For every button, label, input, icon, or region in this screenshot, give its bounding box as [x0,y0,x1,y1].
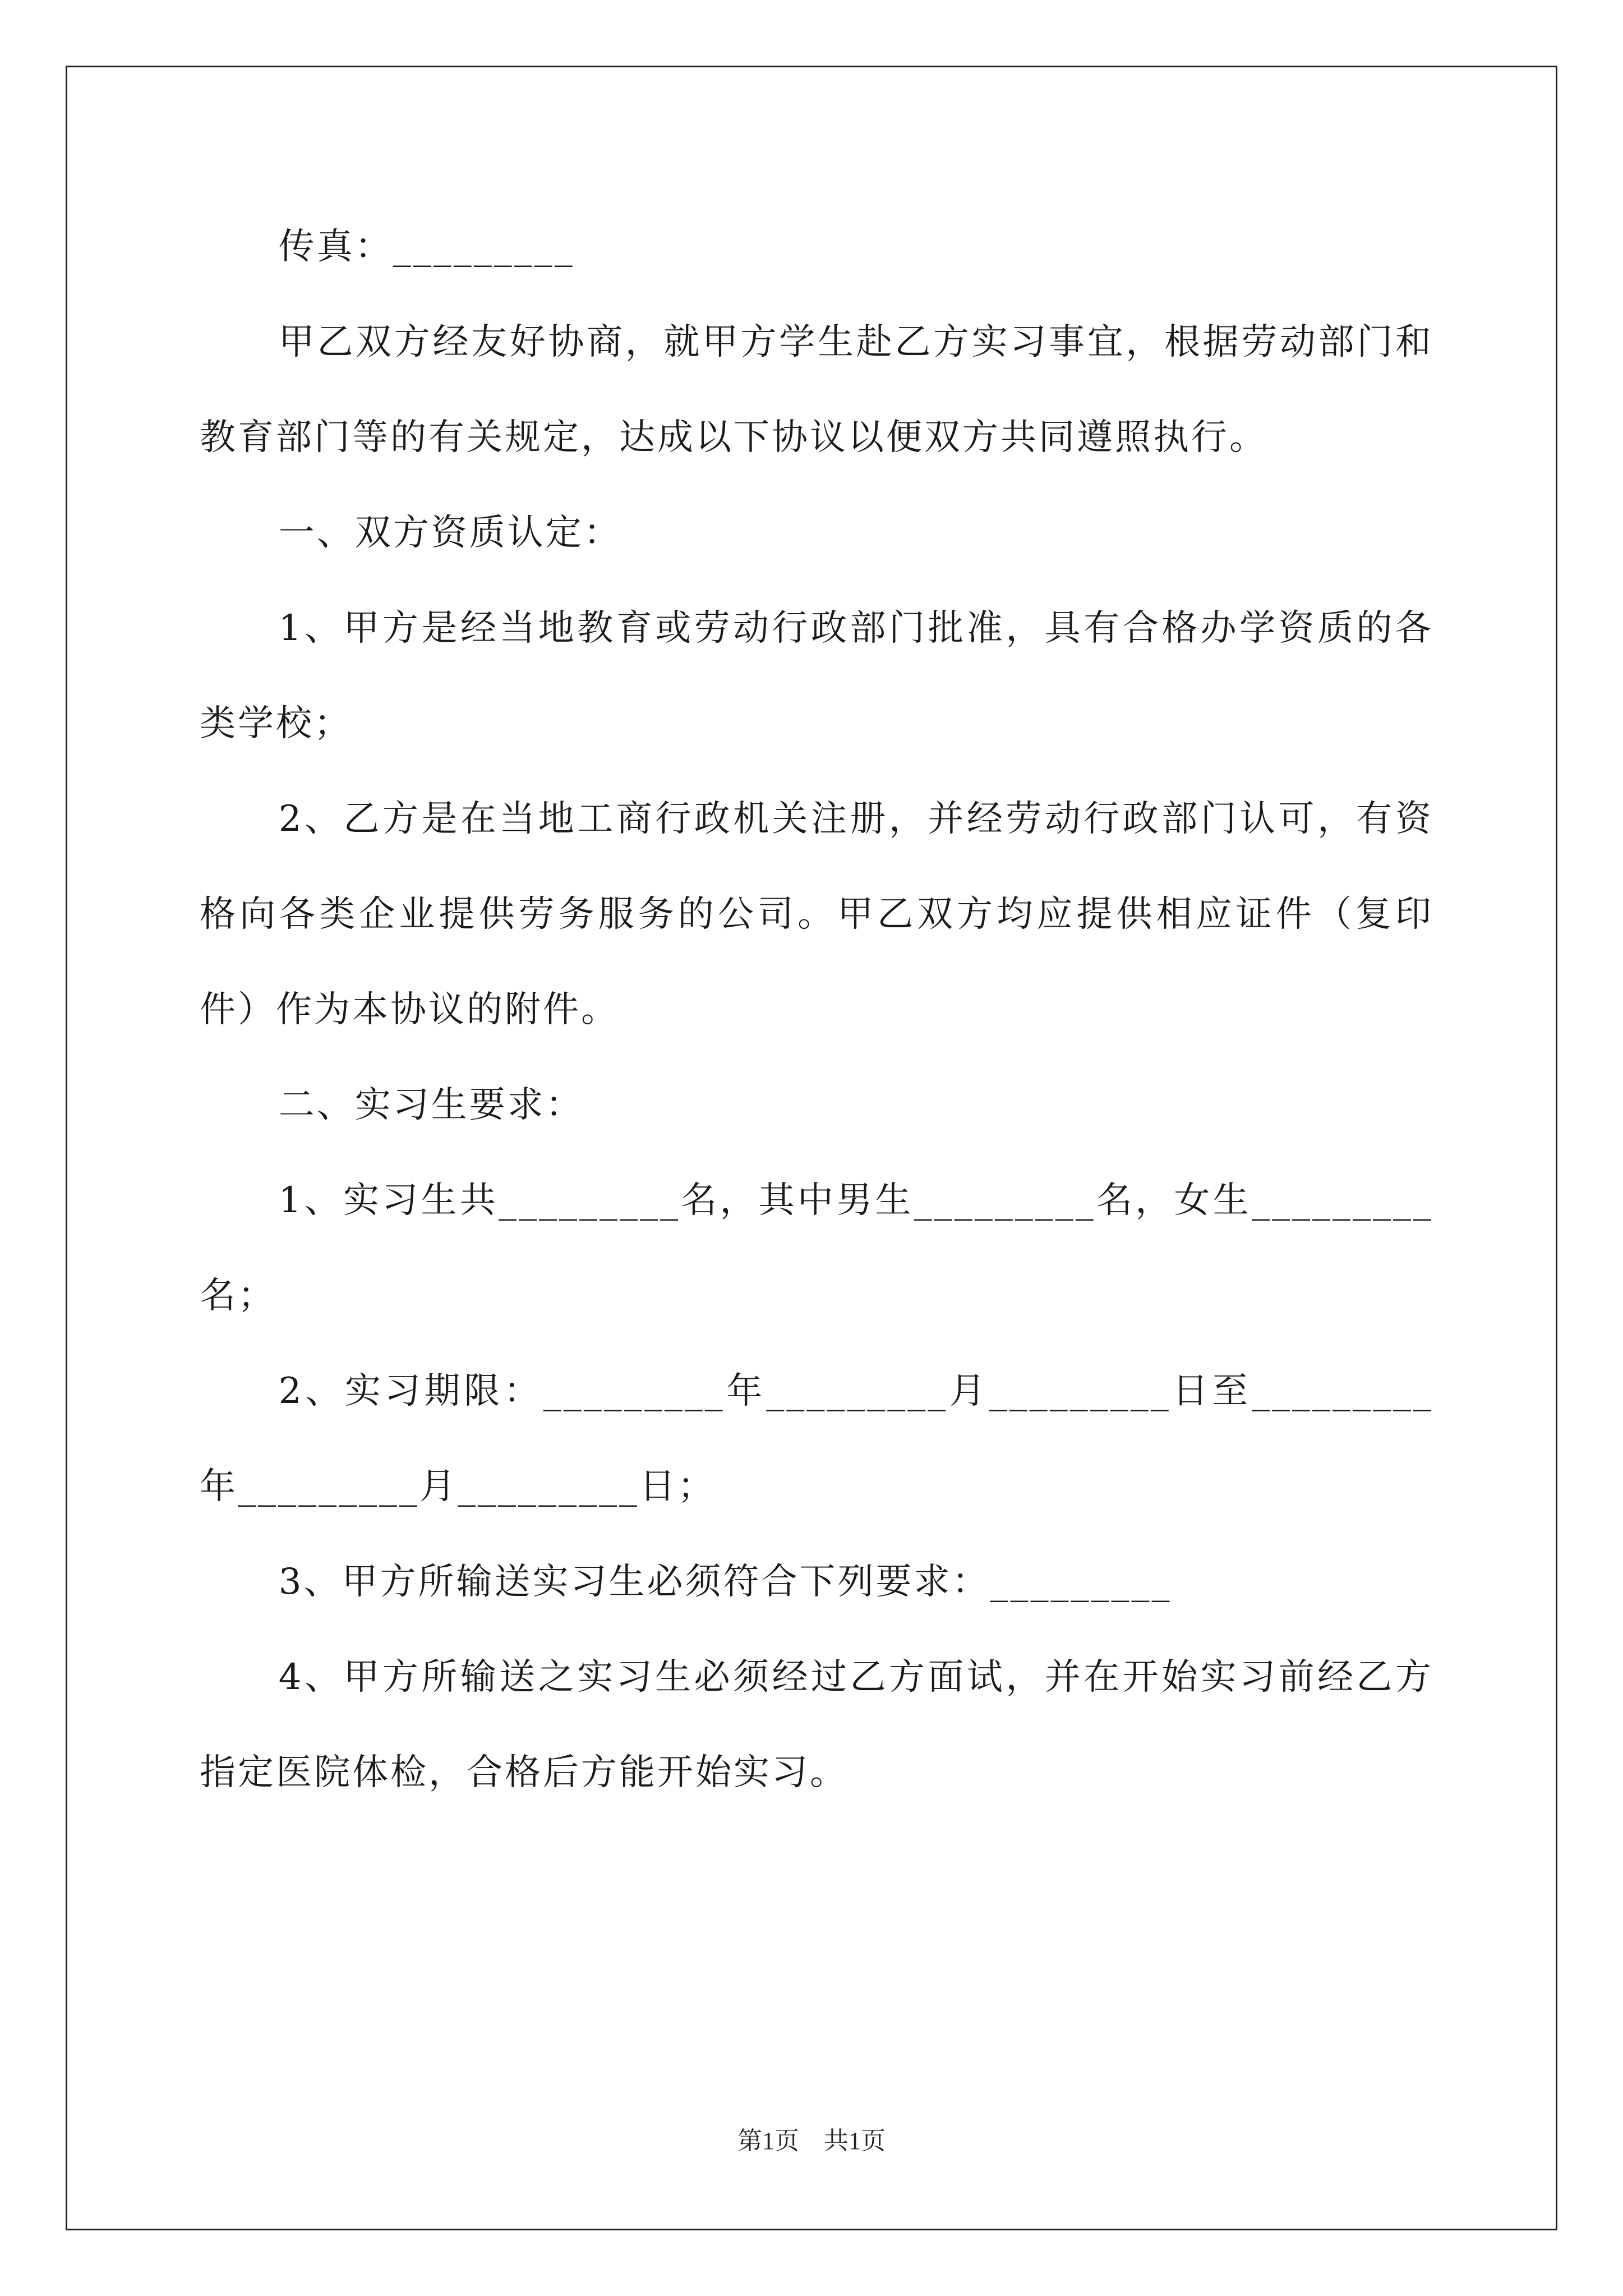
clause-intern-period: 2、实习期限：_________年_________月_________日至_________年_________月_________日； [200,1370,1433,1507]
document-body [200,199,1433,1820]
clause-party-b: 2、乙方是在当地工商行政机关注册，并经劳动行政部门认可，有资格向各类企业提供劳务服务的公司。甲乙双方均应提供相应证件（复印件）作为本协议的附件。 [200,798,1433,1030]
section-heading-intern-requirements: 二、实习生要求： [278,1084,584,1126]
clause-party-a: 1、甲方是经当地教育或劳动行政部门批准，具有合格办学资质的各类学校； [200,608,1433,744]
preamble-paragraph: 甲乙双方经友好协商，就甲方学生赴乙方实习事宜，根据劳动部门和教育部门等的有关规定，达成以下协议以便双方共同遵照执行。 [200,321,1433,458]
fax-line: 传真：_________ [278,226,575,268]
clause-intern-count: 1、实习生共_________名，其中男生_________名，女生_________名； [200,1180,1433,1317]
page-footer: 第1页 共1页 [737,2127,886,2155]
section-heading-qualifications: 一、双方资质认定： [278,512,622,554]
clause-interview-and-checkup: 4、甲方所输送之实习生必须经过乙方面试，并在开始实习前经乙方指定医院体检，合格后方能开始实习。 [200,1657,1433,1793]
clause-intern-conditions: 3、甲方所输送实习生必须符合下列要求：_________ [278,1561,1172,1603]
